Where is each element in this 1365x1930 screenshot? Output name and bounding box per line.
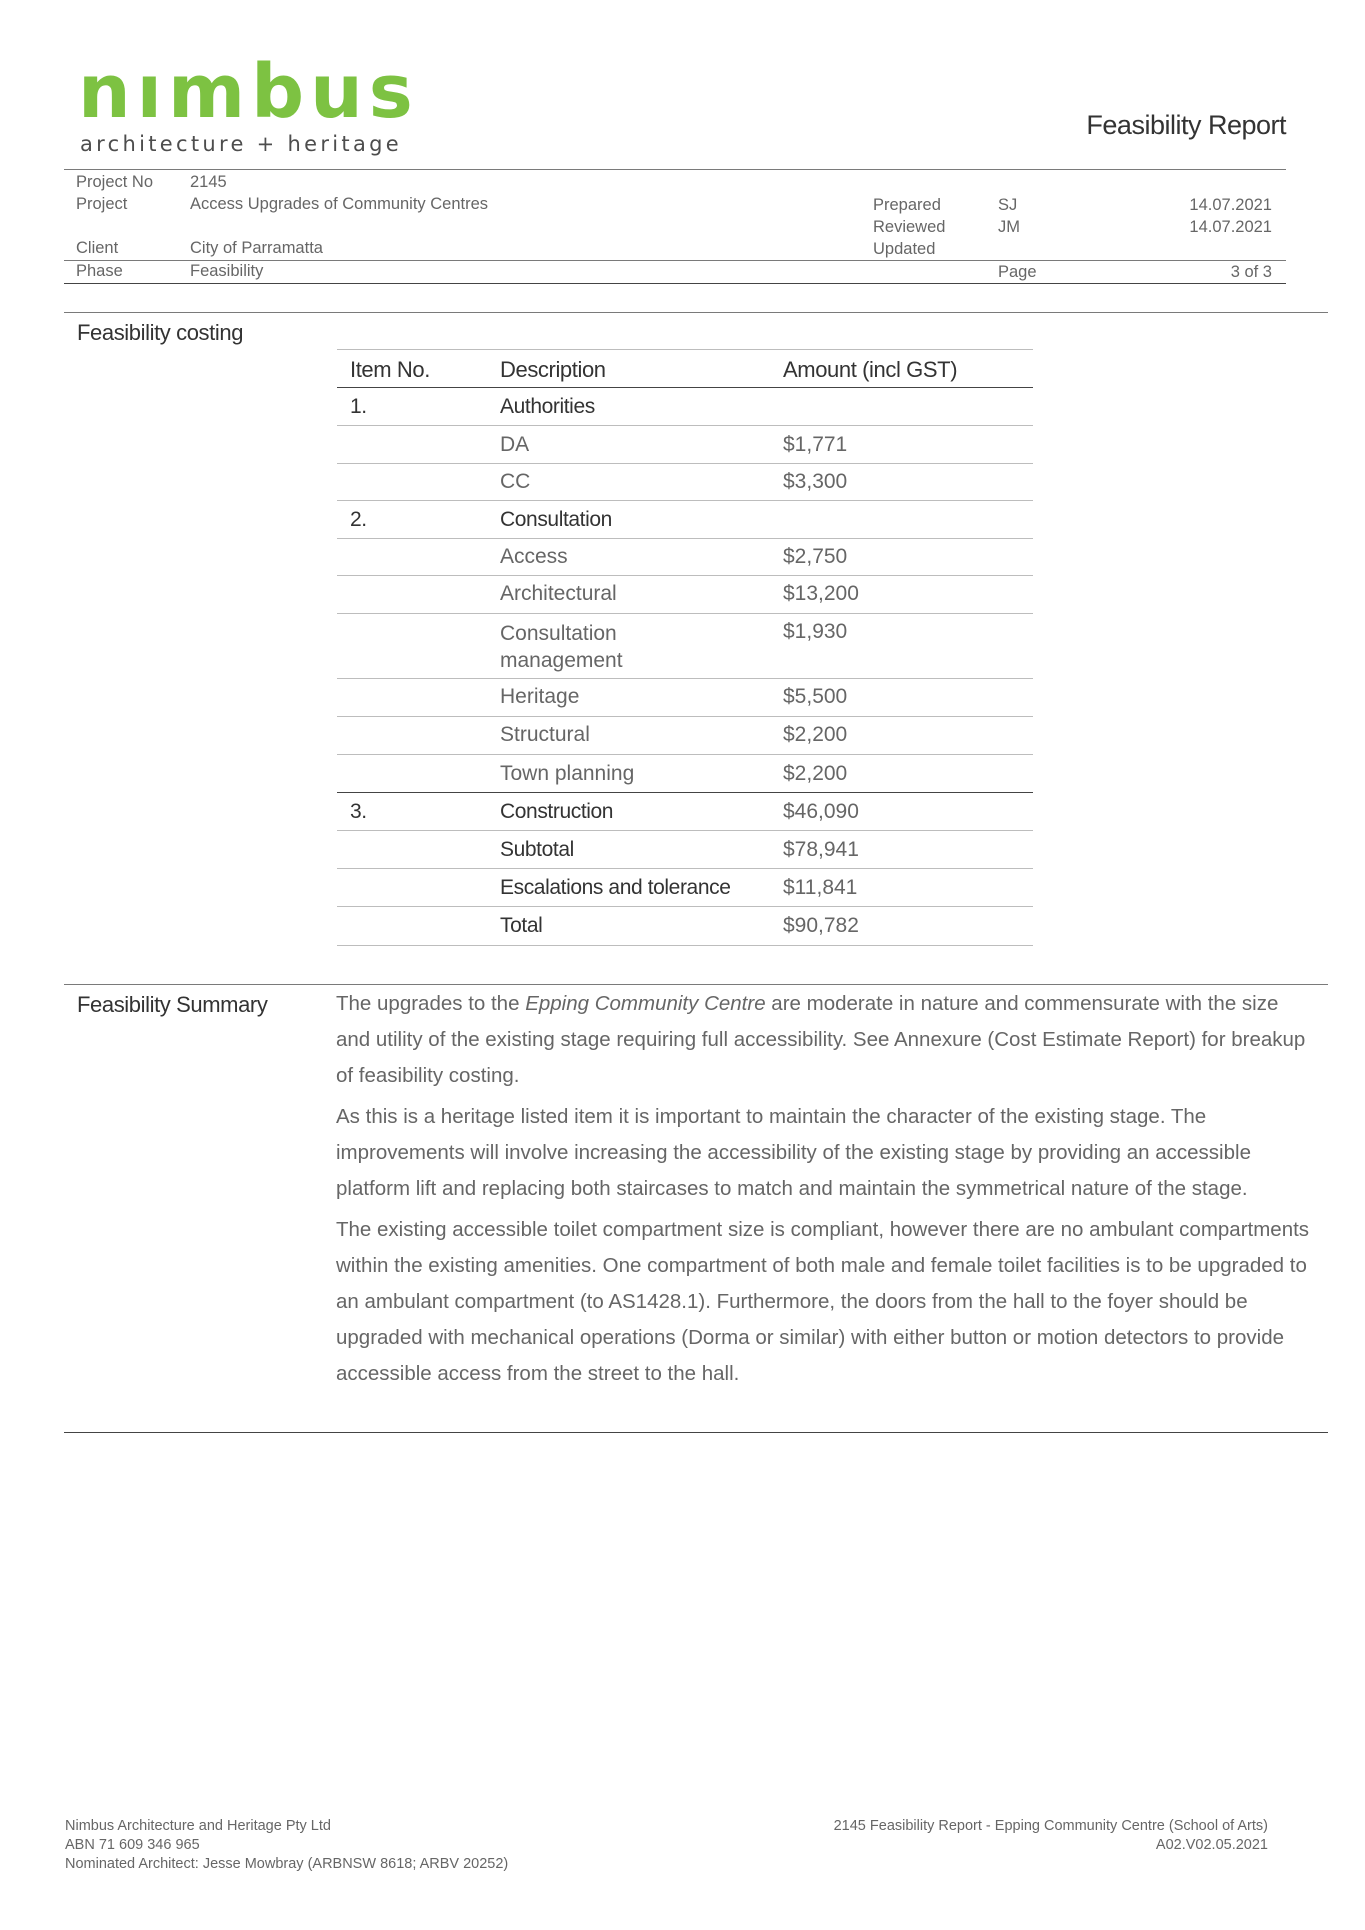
row-8-amount: $5,500	[783, 685, 848, 708]
row-divider	[337, 425, 1033, 426]
row-divider	[337, 575, 1033, 576]
footer-architect: Nominated Architect: Jesse Mowbray (ARBNSW 8618; ARBV 20252)	[65, 1856, 509, 1872]
row-3-desc: CC	[500, 470, 531, 493]
company-tagline: architecture + heritage	[80, 132, 402, 156]
footer-left	[65, 1817, 508, 1874]
row-11-amount: $46,090	[783, 800, 859, 823]
client-label: Client	[76, 239, 119, 257]
row-divider	[337, 613, 1033, 614]
project-no-value: 2145	[190, 173, 227, 191]
row-4-item: 2.	[350, 508, 367, 531]
costing-section-title: Feasibility costing	[77, 320, 244, 345]
row-6-desc: Architectural	[500, 582, 617, 605]
row-13-desc: Escalations and tolerance	[500, 876, 731, 899]
meta-bottom-divider	[64, 283, 1286, 284]
page-label: Page	[998, 263, 1037, 281]
prepared-label: Prepared	[873, 196, 941, 214]
summary-section-divider	[64, 984, 1328, 985]
row-4-desc: Consultation	[500, 508, 612, 531]
header-amount: Amount (incl GST)	[783, 357, 958, 382]
row-11-item: 3.	[350, 800, 367, 823]
summary-text	[336, 986, 1316, 1397]
project-value: Access Upgrades of Community Centres	[190, 195, 489, 213]
row-divider	[337, 500, 1033, 501]
client-value: City of Parramatta	[190, 239, 323, 257]
row-divider	[337, 754, 1033, 755]
row-1-desc: Authorities	[500, 395, 595, 418]
costing-section-divider	[64, 312, 1328, 313]
row-11-desc: Construction	[500, 800, 614, 823]
row-3-amount: $3,300	[783, 470, 848, 493]
phase-label: Phase	[76, 262, 123, 280]
row-5-desc: Access	[500, 545, 568, 568]
row-2-amount: $1,771	[783, 433, 848, 456]
header-divider	[64, 169, 1286, 170]
row-14-desc: Total	[500, 914, 543, 937]
row-12-amount: $78,941	[783, 838, 859, 861]
footer-abn: ABN 71 609 346 965	[65, 1837, 200, 1853]
row-8-desc: Heritage	[500, 685, 580, 708]
updated-label: Updated	[873, 240, 936, 258]
reviewed-label: Reviewed	[873, 218, 946, 236]
row-14-amount: $90,782	[783, 914, 859, 937]
phase-value: Feasibility	[190, 262, 264, 280]
centre-name: Epping Community Centre	[525, 992, 766, 1015]
project-label: Project	[76, 195, 128, 213]
row-divider	[337, 678, 1033, 679]
row-divider	[337, 538, 1033, 539]
row-12-desc: Subtotal	[500, 838, 574, 861]
summary-paragraph-2: As this is a heritage listed item it is important to maintain the character of the existing stage. The improvements will involve increasing the accessibility of the existing stage by providing an accessible platform lift and replacing both staircases to match and maintain the symmetrical nature of the stage.	[336, 1105, 1251, 1200]
row-10-amount: $2,200	[783, 762, 848, 785]
row-10-desc: Town planning	[500, 762, 635, 785]
table-header-border	[337, 387, 1033, 388]
row-13-amount: $11,841	[783, 876, 858, 899]
summary-section-title: Feasibility Summary	[77, 992, 268, 1017]
row-9-amount: $2,200	[783, 723, 848, 746]
row-5-amount: $2,750	[783, 545, 848, 568]
prepared-date: 14.07.2021	[1189, 196, 1272, 214]
row-divider	[337, 830, 1033, 831]
header-item-no: Item No.	[350, 357, 430, 382]
row-6-amount: $13,200	[783, 582, 859, 605]
footer-report-ref: 2145 Feasibility Report - Epping Community Centre (School of Arts)	[833, 1818, 1268, 1834]
row-divider	[337, 906, 1033, 907]
reviewed-by: JM	[998, 218, 1020, 236]
reviewed-date: 14.07.2021	[1189, 218, 1272, 236]
footer-version: A02.V02.05.2021	[1155, 1837, 1268, 1853]
header-description: Description	[500, 357, 606, 382]
company-logo: nımbus	[78, 49, 419, 135]
footer-right	[760, 1817, 1268, 1855]
row-divider	[337, 792, 1033, 793]
row-7-amount: $1,930	[783, 620, 848, 643]
row-1-item: 1.	[350, 395, 367, 418]
summary-bottom-divider	[64, 1432, 1328, 1433]
costing-table	[337, 349, 1033, 948]
row-divider	[337, 868, 1033, 869]
row-divider	[337, 716, 1033, 717]
prepared-by: SJ	[998, 196, 1018, 214]
project-no-label: Project No	[76, 173, 154, 191]
summary-paragraph-1: The upgrades to the Epping Community Centre are moderate in nature and commensurate with the size and utility of the existing stage requiring full accessibility. See Annexure (Cost Estimate Report) for breakup of feasibility costing.	[336, 992, 1306, 1087]
table-bottom-border	[337, 945, 1033, 946]
row-2-desc: DA	[500, 433, 530, 456]
row-7-desc: Consultation management	[500, 622, 623, 672]
row-divider	[337, 463, 1033, 464]
table-top-border	[337, 349, 1033, 350]
footer-company: Nimbus Architecture and Heritage Pty Ltd	[65, 1818, 331, 1834]
row-9-desc: Structural	[500, 723, 590, 746]
document-title: Feasibility Report	[1086, 110, 1286, 140]
page-value: 3 of 3	[1230, 263, 1272, 281]
summary-paragraph-3: The existing accessible toilet compartment size is compliant, however there are no ambulant compartments within the existing amenities. One compartment of both male and female toilet facilities is to be upgraded to an ambulant compartment (to AS1428.1). Furthermore, the doors from the hall to the foyer should be upgraded with mechanical operations (Dorma or similar) with either button or motion detectors to provide accessible access from the street to the hall.	[336, 1218, 1310, 1385]
